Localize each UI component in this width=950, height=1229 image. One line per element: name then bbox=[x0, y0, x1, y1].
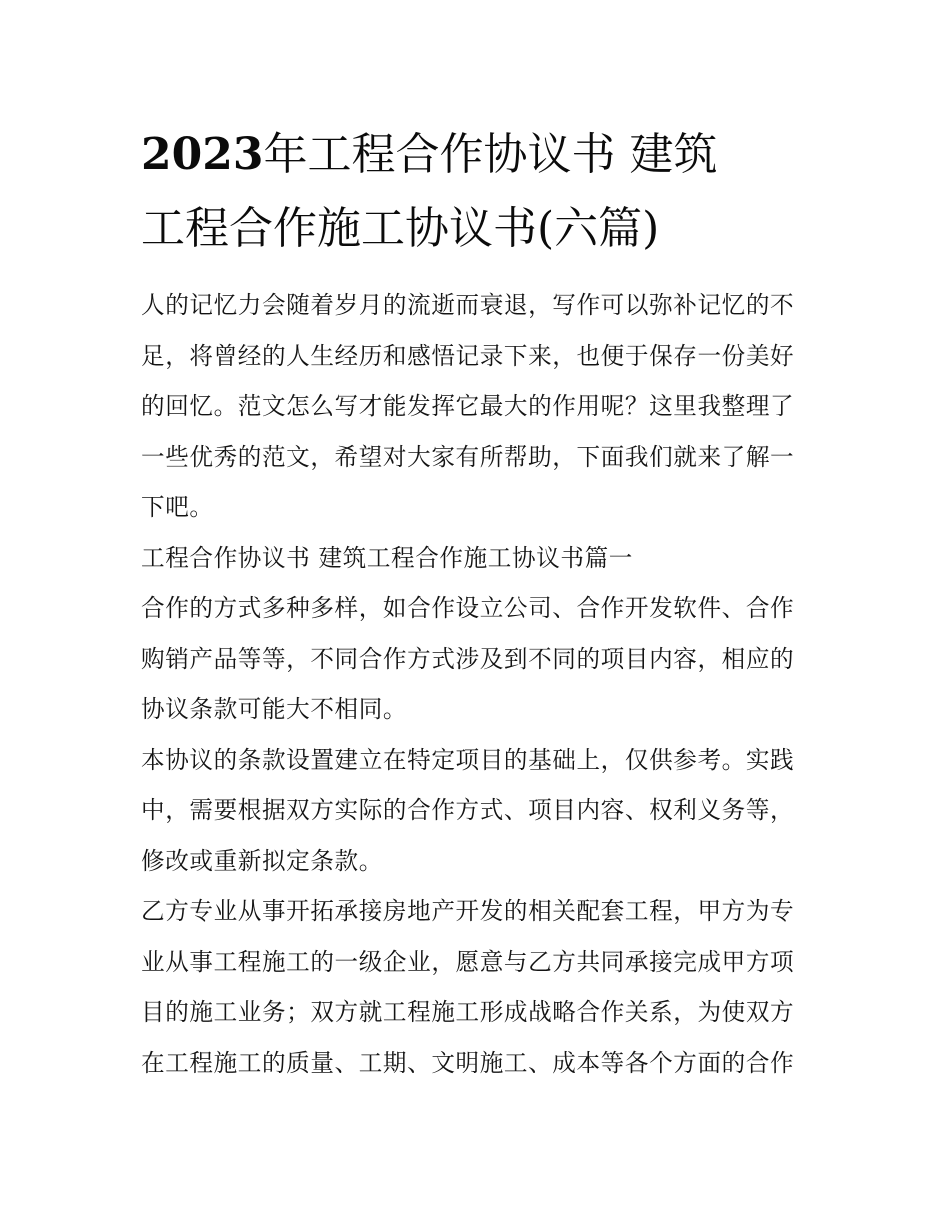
body-line: 修改或重新拟定条款。 bbox=[141, 846, 383, 875]
body-line: 足，将曾经的人生经历和感悟记录下来，也便于保存一份美好 bbox=[141, 341, 795, 370]
body-line: 人的记忆力会随着岁月的流逝而衰退，写作可以弥补记忆的不 bbox=[141, 291, 795, 319]
title-line-1-text: 年工程合作协议书 建筑 bbox=[263, 129, 718, 180]
body-line: 中，需要根据双方实际的合作方式、项目内容、权利义务等， bbox=[141, 796, 795, 824]
body-line: 本协议的条款设置建立在特定项目的基础上，仅供参考。实践 bbox=[141, 745, 795, 774]
body-line: 在工程施工的质量、工期、文明施工、成本等各个方面的合作 bbox=[141, 1048, 795, 1077]
document-body bbox=[141, 280, 813, 1088]
title-line-1 bbox=[141, 118, 813, 192]
body-line: 下吧。 bbox=[141, 493, 214, 521]
document-title bbox=[141, 118, 813, 266]
title-year: 2023 bbox=[141, 129, 264, 180]
body-line: 乙方专业从事开拓承接房地产开发的相关配套工程，甲方为专 bbox=[141, 897, 795, 925]
document-page bbox=[141, 118, 813, 1088]
body-line: 购销产品等等，不同合作方式涉及到不同的项目内容，相应的 bbox=[141, 644, 795, 673]
body-line: 目的施工业务；双方就工程施工形成战略合作关系，为使双方 bbox=[141, 998, 795, 1026]
body-line: 一些优秀的范文，希望对大家有所帮助，下面我们就来了解一 bbox=[141, 442, 795, 471]
body-line: 合作的方式多种多样，如合作设立公司、合作开发软件、合作 bbox=[141, 594, 795, 622]
body-line: 协议条款可能大不相同。 bbox=[141, 695, 408, 723]
body-line: 的回忆。范文怎么写才能发挥它最大的作用呢？这里我整理了 bbox=[141, 392, 795, 420]
title-line-2: 工程合作施工协议书(六篇) bbox=[141, 203, 660, 254]
section-heading: 工程合作协议书 建筑工程合作施工协议书篇一 bbox=[141, 543, 633, 572]
body-line: 业从事工程施工的一级企业，愿意与乙方共同承接完成甲方项 bbox=[141, 947, 795, 976]
